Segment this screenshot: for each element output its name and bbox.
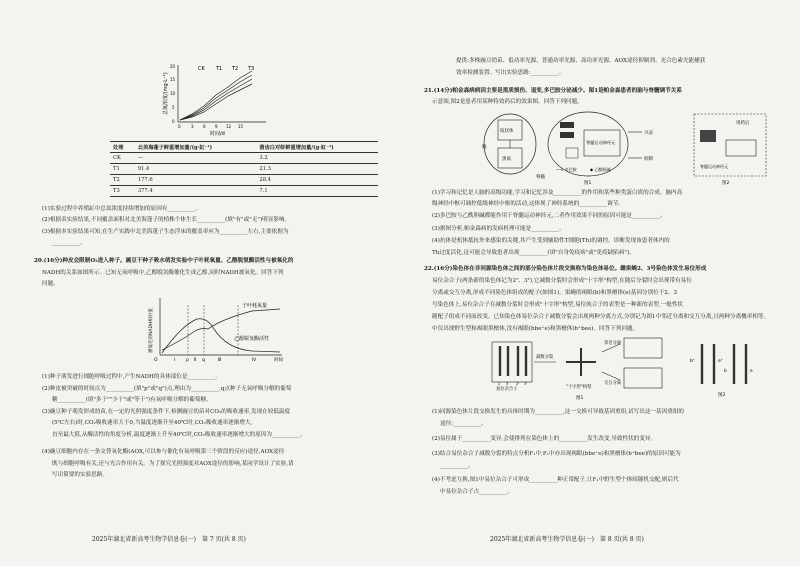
right-page	[400, 0, 800, 566]
curve-label-enzyme: 乙醇脱氢酶活性	[234, 336, 270, 342]
legend-t1: T1	[216, 66, 223, 72]
y-tick: 15	[170, 77, 176, 82]
q20-sub: (2)种皮被突破的时间点为__________(填"p"或"q")点,理由为__________,q点种子无氧呼吸分解的葡萄	[42, 386, 292, 392]
q20-sub: 写出简要的实验思路。	[52, 472, 108, 478]
chart2-tick: Ⅱ	[194, 358, 197, 363]
legend-ach: ◆ 乙酰胆碱	[590, 167, 611, 172]
q22-line: 分离或交互分离,形成不同染色体组成的配子(如图1)。果蝇的褐眼(b)和黑檀体(e)基因分别位于2、3	[432, 290, 678, 296]
q21-sub: (1)学习和记忆是人脑的高级功能,学习和记忆涉及__________的作用和某些种类蛋白质的合成。脑内高	[432, 190, 683, 196]
q20-line: 20.(16分)种皮会限制O₂进入种子。豌豆干种子吸水萌发实验中子叶耗氧量、乙醇脱氢酶活性与被氧化的	[34, 258, 294, 264]
label-spinal: 脊髓	[536, 175, 545, 180]
gene-position-diagram	[686, 338, 766, 402]
q20-line: 问题。	[42, 281, 59, 287]
table-cell: 7.1	[256, 186, 378, 197]
chart1-xlabel: 时间/d	[210, 131, 225, 137]
legend-t2: T2	[232, 66, 239, 72]
table-row	[110, 175, 378, 186]
legend-ck: CK	[198, 66, 205, 72]
q22-line: 22.(16分)染色体在非同源染色体之间的部分染色体片段交换称为染色体易位。雌果蝇2、3号染色体发生易位形成	[424, 266, 707, 272]
y-tick: 0	[172, 119, 175, 124]
chart2-xlabel: 时间	[274, 358, 283, 363]
chromosome-label: 3	[506, 382, 509, 386]
x-tick: 9	[215, 124, 218, 129]
q21-sub: Th过度活化,这可能会导致患者出现__________(填"自身免疫病"或"免疫缺陷病")。	[432, 250, 635, 256]
chart2-tick: q	[202, 358, 205, 363]
x-tick: 0	[178, 124, 181, 129]
legend-dopamine: —< 多巴胺	[556, 167, 577, 172]
chart1-ylabel: 总氮浓度/(mg·L⁻¹)	[163, 72, 169, 115]
table-cell: T1	[110, 164, 135, 175]
chromosome-label: 3ᵀ	[524, 382, 528, 386]
q22-sub: 途径:__________。	[440, 421, 487, 427]
nitrogen-chart	[158, 60, 270, 140]
label-alternate: 交互分离	[604, 381, 622, 386]
series-t3-line	[180, 71, 252, 120]
brain-spinal-diagram	[480, 108, 660, 186]
page-footer: 2025年湖北省新高考生物学信息卷(一) 第 7 页(共 8 页)	[92, 536, 246, 543]
chromosome-label: 2	[498, 382, 501, 386]
table-cell: 3.2	[256, 153, 378, 164]
q22-line: 中仅出现野生型和褐眼黑檀体,没有褐眼(bbe⁺e)和黑檀体(b⁺bee)。回答下列问题。	[432, 326, 639, 332]
intro-line: 提供:多株豌豆幼苗、低功率光源、普通功率光源、高功率光源、AOX途径抑制剂、光合色素光能捕获	[456, 58, 706, 64]
q22-sub: (3)结合易位杂合子减数分裂的特点分析F₁中,F₁中亦出现褐眼(bbe⁺e)和黑檀体(b⁺bee)的原因可能为	[432, 451, 681, 457]
label-neuron2: 脊髓运动神经元	[700, 164, 728, 169]
respiration-chart	[142, 295, 292, 365]
table-cell: 177.6	[135, 175, 257, 186]
fig4-caption: 图2	[718, 393, 726, 398]
series-t2-line	[180, 75, 252, 120]
chart2-ylabel: 被氧化的NADH相对值	[149, 308, 154, 353]
q20-sub: (5℃左右)时,CO₂吸收速率大于0,当温度逐渐升至40℃时,CO₂吸收速率逐渐增大,	[52, 420, 253, 426]
y-tick: 5	[172, 105, 175, 110]
q19-line: (3)根据本实验结果可知,在生产实践中北美海蓬子生态浮床的覆盖率应为__________左右,主要依据为	[42, 229, 289, 235]
table-cell: 91.4	[135, 164, 257, 175]
label-meiosis: 减数分裂	[536, 355, 554, 360]
legend-t3: T3	[248, 66, 255, 72]
x-tick: 15	[238, 124, 244, 129]
label-brain: 脑	[482, 145, 487, 150]
table-cell: CK	[110, 153, 135, 164]
chart2-tick: Ⅲ	[218, 358, 222, 363]
label-striatum: 纹状体	[500, 129, 514, 134]
translocation-diagram	[486, 336, 666, 402]
q19-line: (2)根据表实验结果,不同覆盖面积对北美海蓬子的植株个体生长__________(填"有"或"无")明显影响。	[42, 217, 291, 223]
label-cross-config: "十字形"构型	[566, 385, 592, 390]
label-adjacent: 邻近分离	[604, 341, 622, 346]
allele-label: b	[724, 369, 727, 374]
q22-sub: (4)不考虑互换,图1中易位杂合子可形成__________种正常配子,让F₁中野生型个体间随机交配,则后代	[432, 477, 679, 483]
label-inhibit: 抑制	[644, 157, 653, 162]
page-footer: 2025年湖北省新高考生物学信息卷(一) 第 8 页(共 8 页)	[490, 536, 644, 543]
table-cell: T3	[110, 186, 135, 197]
q20-sub: (4)豌豆细胞内存在一条交替氧化酶(AOX,可以参与催化有氧呼吸第三个阶段的反应)途径,AOX途径	[42, 449, 285, 455]
q22-line: 随配子组成不同而改变。已知染色体易位杂合子减数分裂会出现两种分离方式,分别记为图1中邻近分离和交互分离,且两种分离概率相等。	[432, 314, 770, 320]
q22-sub: (2)易位属于__________变异,会使排列在染色体上的__________发生改变,导致性状的变异。	[432, 436, 657, 442]
table-cell: —	[135, 153, 257, 164]
table-header: 凿齿白对虾鲜重增加量/(g·缸⁻¹)	[256, 142, 378, 153]
q21-sub: (2)多巴胺与乙酰胆碱都能作用于脊髓运动神经元,二者作用效果不同的原因可能是__________。	[432, 213, 666, 219]
x-tick: 3	[191, 124, 194, 129]
q20-sub: 直至最大值,从酶活性的角度分析,温度逐渐上升至40℃时,CO₂吸收速率逐渐增大的原因为__________。	[52, 432, 306, 438]
label-heterozygote: 易位杂合子	[496, 387, 518, 392]
allele-label: e⁺	[718, 359, 723, 364]
q21-sub: (4)抗体是机体抵抗外来感染的关键,其产生受到辅助性T细胞(Th)的调控。诊断发现该患者体内的	[432, 238, 670, 244]
q22-line: 易位杂合子(两条新的染色体记为2ᵀ、3ᵀ),它减数分裂时会形成"十字形"构型,在随后分裂时会出现带有易位	[432, 278, 692, 284]
y-tick: 20	[170, 64, 176, 69]
table-cell: 377.4	[135, 186, 257, 197]
label-after-drug: 用药后	[736, 121, 750, 126]
fig1-caption: 图1	[584, 181, 592, 186]
drug-effect-diagram	[686, 110, 772, 186]
table-cell: 28.4	[256, 175, 378, 186]
intro-line: 效率检测装置。写出实验思路:__________。	[456, 70, 565, 76]
x-tick: 6	[203, 124, 206, 129]
q20-sub: (1)种子萌发进行细胞呼吸过程中,产生NADH的具体部位是__________。	[42, 374, 222, 380]
table-header: 北美海蓬子鲜重增加量/(g·缸⁻¹)	[135, 142, 257, 153]
chart2-tick: Ⅳ	[252, 358, 257, 363]
series-t1-line	[180, 79, 252, 120]
chart2-tick: p	[186, 358, 189, 363]
label-substantia: 黑质	[502, 157, 511, 162]
table-cell: 21.3	[256, 164, 378, 175]
q22-sub: 中易位杂合子占__________。	[440, 489, 513, 495]
q22-line: 号染色体上,易位杂合子在减数分裂时会形成"十字形"构型,易位纯合子的表型是一种新的表型,一般性状	[432, 302, 684, 308]
q21-sub: (3)据图分析,帕金森病的发病机理可能是__________。	[432, 226, 565, 232]
q20-sub: 既与细胞呼吸有关,还与光合作用有关。为了探究光照强度对AOX途径的影响,某同学设计了实验,请	[52, 461, 294, 467]
table-row	[110, 164, 378, 175]
chart2-tick: Ⅰ	[174, 358, 176, 363]
q22-sub: __________。	[440, 463, 474, 469]
oxygen-curve	[162, 309, 280, 350]
chart2-origin: O	[154, 358, 158, 363]
y-tick: 10	[170, 91, 176, 96]
table-row	[110, 153, 378, 164]
label-excite: 兴奋	[644, 131, 653, 136]
q20-sub: (3)豌豆种子萌发形成幼苗,在一定的光照强度条件下,检测豌豆幼苗对CO₂的吸收速率,发现在较低温度	[42, 409, 291, 415]
table-header: 处理	[110, 142, 135, 153]
q21-line: 示意图,图2是患者用某种特效药后的效果图。回答下列问题。	[432, 99, 583, 105]
curve-label-oxygen: 子叶耗氧量	[242, 303, 268, 309]
q21-line: 21.(14分)帕金森病病因主要是黑质损伤、退变,多巴胺分泌减少。图1是帕金森患者的脑与脊髓调节关系	[424, 88, 682, 94]
allele-label: b⁺	[690, 359, 695, 364]
q20-line: NADH的关系如图所示。已知无氧呼吸中,乙醇脱氢酶催化生成乙醇,同时NADH被氧化。回答下列	[42, 270, 284, 276]
q19-line: (1)实验过程中养殖缸中总氮浓度持续增加的原因有__________。	[42, 206, 201, 212]
table-row	[110, 186, 378, 197]
label-neuron: 脊髓运动神经元	[586, 140, 616, 145]
q20-sub: 糖__________(填"多于""少于"或"等于")有氧呼吸分解的葡萄糖。	[52, 397, 212, 403]
results-table	[110, 141, 378, 197]
q22-sub: (1)同源染色体片段交换发生的具体时期为__________,这一交换可导致基因重组,试写出这一基因重组的	[432, 409, 685, 415]
fig3-caption: 图1	[576, 396, 584, 401]
table-cell: T2	[110, 175, 135, 186]
q19-line: __________。	[52, 240, 86, 246]
allele-label: e	[750, 369, 753, 374]
x-tick: 12	[226, 124, 232, 129]
fig2-caption: 图2	[722, 181, 730, 186]
q21-sub: 级神经中枢可调控低级神经中枢的活动,这体现了神经系统的__________调节。	[432, 201, 624, 207]
chromosome-label: 2ᵀ	[516, 382, 520, 386]
